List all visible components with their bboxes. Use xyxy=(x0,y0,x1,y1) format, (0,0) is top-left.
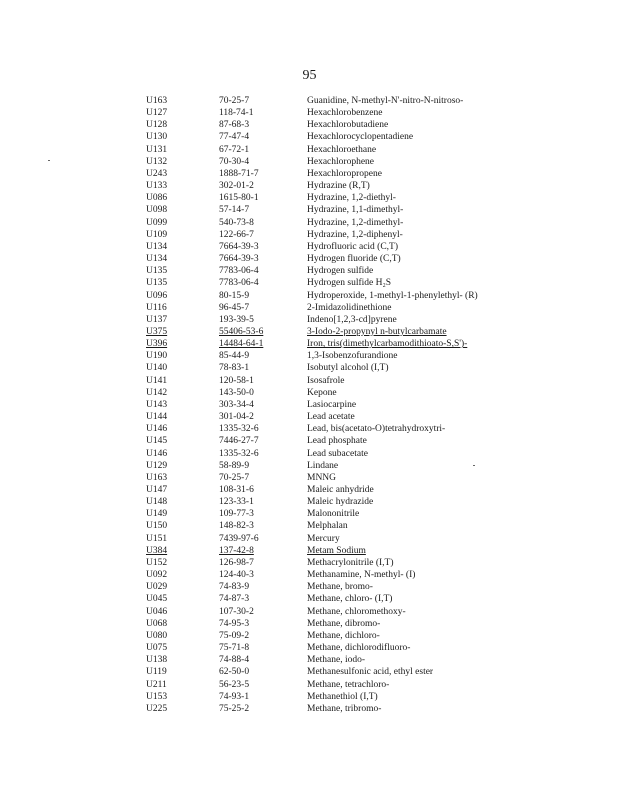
waste-code: U375 xyxy=(146,326,168,337)
waste-code: U109 xyxy=(146,229,168,240)
cas-number: 148-82-3 xyxy=(219,521,254,532)
substance-name: Lead subacetate xyxy=(307,448,368,459)
cas-number: 75-25-2 xyxy=(219,703,250,714)
waste-code: U130 xyxy=(146,132,168,143)
waste-code: U096 xyxy=(146,290,168,301)
cas-number: 540-73-8 xyxy=(219,217,254,228)
waste-code: U075 xyxy=(146,643,168,654)
substance-name: Methane, chloromethoxy- xyxy=(307,606,406,617)
waste-code: U140 xyxy=(146,363,168,374)
substance-name: Methane, chloro- (I,T) xyxy=(307,594,393,605)
substance-name: Hexachlorobenzene xyxy=(307,108,383,119)
waste-code: U068 xyxy=(146,618,168,629)
cas-number: 1615-80-1 xyxy=(219,193,259,204)
substance-name: Hydrazine, 1,2-diphenyl- xyxy=(307,229,403,240)
waste-code: U149 xyxy=(146,509,168,520)
cas-number: 143-50-0 xyxy=(219,387,254,398)
cas-number: 77-47-4 xyxy=(219,132,250,143)
substance-name: Isosafrole xyxy=(307,375,345,386)
waste-code: U146 xyxy=(146,424,168,435)
waste-code: U211 xyxy=(146,679,167,690)
cas-number: 1888-71-7 xyxy=(219,168,259,179)
cas-number: 14484-64-1 xyxy=(219,339,264,350)
substance-name: Methane, iodo- xyxy=(307,655,366,666)
cas-number: 107-30-2 xyxy=(219,606,254,617)
cas-number: 80-15-9 xyxy=(219,290,250,301)
cas-number: 85-44-9 xyxy=(219,351,250,362)
waste-code: U153 xyxy=(146,691,168,702)
substance-name: Hydrofluoric acid (C,T) xyxy=(307,241,399,252)
waste-code: U045 xyxy=(146,594,168,605)
substance-name: 3-Iodo-2-propynyl n-butylcarbamate xyxy=(307,326,447,337)
waste-code: U128 xyxy=(146,120,168,131)
substance-name: Hexachloroethane xyxy=(307,144,377,155)
waste-code: U146 xyxy=(146,448,168,459)
cas-number: 74-88-4 xyxy=(219,655,250,666)
substance-name: Hydrazine, 1,1-dimethyl- xyxy=(307,205,404,216)
waste-code: U086 xyxy=(146,193,168,204)
cas-number: 120-58-1 xyxy=(219,375,254,386)
substance-name: Melphalan xyxy=(307,521,348,532)
cas-number: 67-72-1 xyxy=(219,144,250,155)
waste-code: U141 xyxy=(146,375,168,386)
cas-number: 74-95-3 xyxy=(219,618,250,629)
cas-number: 57-14-7 xyxy=(219,205,250,216)
cas-number: 62-50-0 xyxy=(219,667,250,678)
substance-name: Lasiocarpine xyxy=(307,399,357,410)
cas-number: 302-01-2 xyxy=(219,181,254,192)
substance-name: Maleic hydrazide xyxy=(307,497,374,508)
substance-name: Hydrazine, 1,2-diethyl- xyxy=(307,193,396,204)
cas-number: 7664-39-3 xyxy=(219,241,259,252)
cas-number: 78-83-1 xyxy=(219,363,250,374)
cas-number: 75-71-8 xyxy=(219,643,250,654)
cas-number: 108-31-6 xyxy=(219,485,254,495)
cas-number: 109-77-3 xyxy=(219,509,254,520)
waste-code: U137 xyxy=(146,314,168,325)
cas-number: 58-89-9 xyxy=(219,460,250,471)
cas-number: 7783-06-4 xyxy=(219,278,259,289)
cas-number: 87-68-3 xyxy=(219,120,250,131)
waste-code: U029 xyxy=(146,582,168,593)
cas-number: 7664-39-3 xyxy=(219,254,259,265)
substance-name: Lead acetate xyxy=(307,412,355,423)
waste-code: U127 xyxy=(146,108,168,119)
substance-name: Methanamine, N-methyl- (I) xyxy=(307,570,416,581)
substance-name: Hydroperoxide, 1-methyl-1-phenylethyl- (R) xyxy=(307,290,478,301)
waste-code: U150 xyxy=(146,521,168,532)
waste-code: U116 xyxy=(146,302,167,313)
waste-code: U163 xyxy=(146,472,168,483)
substance-name: Methane, bromo- xyxy=(307,582,373,593)
substance-name: Hexachlorocyclopentadiene xyxy=(307,132,414,143)
substance-name: Methacrylonitrile (I,T) xyxy=(307,557,394,568)
cas-number: 301-04-2 xyxy=(219,412,254,423)
cas-number: 70-30-4 xyxy=(219,156,250,167)
substance-name: Methane, tribromo- xyxy=(307,703,382,714)
waste-code: U396 xyxy=(146,339,168,350)
waste-code: U147 xyxy=(146,485,168,495)
waste-code: U080 xyxy=(146,630,168,641)
waste-code: U098 xyxy=(146,205,168,216)
cas-number: 303-34-4 xyxy=(219,399,254,410)
waste-code: U151 xyxy=(146,533,168,544)
waste-code: U134 xyxy=(146,254,168,265)
cas-number: 7446-27-7 xyxy=(219,436,259,447)
substance-name: 1,3-Isobenzofurandione xyxy=(307,351,398,362)
substance-name: Lead, bis(acetato-O)tetrahydroxytri- xyxy=(307,424,446,435)
cas-number: 70-25-7 xyxy=(219,96,250,106)
substance-name: Methane, dichloro- xyxy=(307,630,380,641)
waste-code: U152 xyxy=(146,557,168,568)
cas-number: 74-83-9 xyxy=(219,582,250,593)
substance-name: Hydrazine, 1,2-dimethyl- xyxy=(307,217,404,228)
page-number: 95 xyxy=(302,68,317,83)
waste-code: U138 xyxy=(146,655,168,666)
substance-name: Hydrogen sulfide H₂S xyxy=(307,278,392,289)
waste-code: U092 xyxy=(146,570,168,581)
waste-code: U144 xyxy=(146,412,168,423)
substance-name: Iron, tris(dimethylcarbamodithioato-S,S')- xyxy=(307,339,468,350)
substance-name: MNNG xyxy=(307,472,337,483)
substance-name: Mercury xyxy=(307,533,340,544)
cas-number: 193-39-5 xyxy=(219,314,254,325)
substance-name: Maleic anhydride xyxy=(307,485,374,495)
substance-name: Hexachlorobutadiene xyxy=(307,120,389,131)
substance-name: Guanidine, N-methyl-N'-nitro-N-nitroso- xyxy=(307,96,464,106)
substance-name: Methanesulfonic acid, ethyl ester xyxy=(307,667,434,678)
substance-name: Methane, tetrachloro- xyxy=(307,679,390,690)
cas-number: 1335-32-6 xyxy=(219,448,259,459)
cas-number: 55406-53-6 xyxy=(219,326,264,337)
waste-code: U099 xyxy=(146,217,168,228)
cas-number: 123-33-1 xyxy=(219,497,254,508)
substance-name: Lead phosphate xyxy=(307,436,367,447)
substance-name: Isobutyl alcohol (I,T) xyxy=(307,363,389,374)
cas-number: 118-74-1 xyxy=(219,108,254,119)
waste-code: U145 xyxy=(146,436,168,447)
substance-name: Hydrogen fluoride (C,T) xyxy=(307,254,401,265)
cas-number: 74-87-3 xyxy=(219,594,250,605)
scan-speck xyxy=(48,160,50,161)
waste-code: U190 xyxy=(146,351,168,362)
substance-name: 2-Imidazolidinethione xyxy=(307,302,392,313)
substance-name: Malononitrile xyxy=(307,509,360,520)
cas-number: 75-09-2 xyxy=(219,630,250,641)
cas-number: 124-40-3 xyxy=(219,570,254,581)
substance-name: Hexachlorophene xyxy=(307,156,374,167)
waste-code: U384 xyxy=(146,545,168,556)
substance-name: Metam Sodium xyxy=(307,545,366,556)
substance-name: Methane, dibromo- xyxy=(307,618,381,629)
waste-code: U119 xyxy=(146,667,167,678)
cas-number: 137-42-8 xyxy=(219,545,254,556)
waste-code: U133 xyxy=(146,181,168,192)
substance-name: Methane, dichlorodifluoro- xyxy=(307,643,411,654)
cas-number: 1335-32-6 xyxy=(219,424,259,435)
waste-code: U148 xyxy=(146,497,168,508)
substance-name: Hydrogen sulfide xyxy=(307,266,374,277)
cas-number: 74-93-1 xyxy=(219,691,250,702)
waste-code: U129 xyxy=(146,460,168,471)
substance-name: Lindane xyxy=(307,460,339,471)
cas-number: 70-25-7 xyxy=(219,472,250,483)
substance-name: Methanethiol (I,T) xyxy=(307,691,378,702)
waste-code: U243 xyxy=(146,168,168,179)
waste-code: U132 xyxy=(146,156,168,167)
waste-code: U134 xyxy=(146,241,168,252)
waste-code: U143 xyxy=(146,399,168,410)
waste-code: U131 xyxy=(146,144,168,155)
substance-name: Hydrazine (R,T) xyxy=(307,181,370,192)
cas-number: 7439-97-6 xyxy=(219,533,259,544)
scan-speck xyxy=(473,465,475,466)
waste-code: U135 xyxy=(146,278,168,289)
substance-name: Indeno[1,2,3-cd]pyrene xyxy=(307,314,397,325)
waste-code: U225 xyxy=(146,703,168,714)
waste-code: U142 xyxy=(146,387,168,398)
waste-code: U046 xyxy=(146,606,168,617)
cas-number: 7783-06-4 xyxy=(219,266,259,277)
cas-number: 126-98-7 xyxy=(219,557,254,568)
substance-name: Kepone xyxy=(307,387,337,398)
waste-code: U163 xyxy=(146,96,168,106)
waste-code: U135 xyxy=(146,266,168,277)
substance-name: Hexachloropropene xyxy=(307,168,382,179)
cas-number: 56-23-5 xyxy=(219,679,250,690)
cas-number: 122-66-7 xyxy=(219,229,254,240)
cas-number: 96-45-7 xyxy=(219,302,250,313)
